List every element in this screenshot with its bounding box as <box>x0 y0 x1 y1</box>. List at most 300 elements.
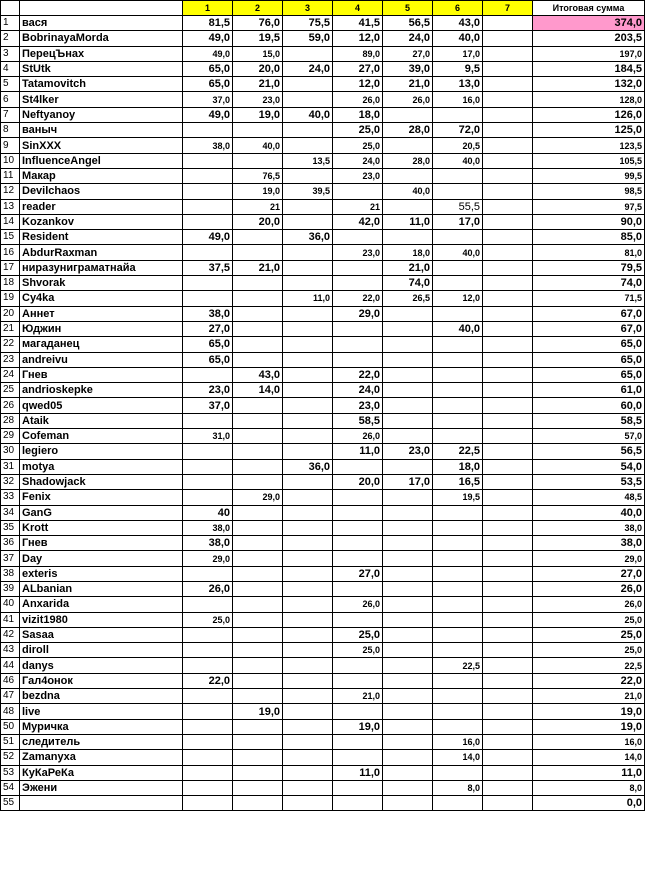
round-4-score-cell[interactable]: 18,0 <box>333 107 383 122</box>
round-1-score-cell[interactable] <box>183 276 233 291</box>
round-2-score-cell[interactable] <box>233 474 283 489</box>
total-score-cell[interactable]: 132,0 <box>533 77 645 92</box>
header-cell-num[interactable] <box>1 1 20 16</box>
round-7-score-cell[interactable] <box>483 490 533 505</box>
round-2-score-cell[interactable]: 14,0 <box>233 383 283 398</box>
round-3-score-cell[interactable] <box>283 581 333 596</box>
round-6-score-cell[interactable]: 43,0 <box>433 16 483 31</box>
round-3-score-cell[interactable] <box>283 520 333 535</box>
round-3-score-cell[interactable] <box>283 260 333 275</box>
round-2-score-cell[interactable]: 20,0 <box>233 214 283 229</box>
round-6-score-cell[interactable] <box>433 367 483 382</box>
round-1-score-cell[interactable] <box>183 658 233 673</box>
round-3-score-cell[interactable] <box>283 214 333 229</box>
round-4-score-cell[interactable] <box>333 673 383 688</box>
round-5-score-cell[interactable] <box>383 490 433 505</box>
round-1-score-cell[interactable]: 22,0 <box>183 673 233 688</box>
round-6-score-cell[interactable] <box>433 168 483 183</box>
player-name-cell[interactable]: следитель <box>20 734 183 749</box>
player-name-cell[interactable]: Аннет <box>20 306 183 321</box>
round-2-score-cell[interactable] <box>233 321 283 336</box>
player-name-cell[interactable]: Resident <box>20 230 183 245</box>
round-3-score-cell[interactable] <box>283 643 333 658</box>
player-name-cell[interactable]: Kozankov <box>20 214 183 229</box>
round-2-score-cell[interactable] <box>233 459 283 474</box>
total-score-cell[interactable]: 85,0 <box>533 230 645 245</box>
round-4-score-cell[interactable] <box>333 581 383 596</box>
total-score-cell[interactable]: 14,0 <box>533 750 645 765</box>
round-5-score-cell[interactable] <box>383 627 433 642</box>
round-5-score-cell[interactable]: 11,0 <box>383 214 433 229</box>
round-4-score-cell[interactable] <box>333 352 383 367</box>
header-cell-name[interactable] <box>20 1 183 16</box>
round-7-score-cell[interactable] <box>483 658 533 673</box>
total-score-cell[interactable]: 65,0 <box>533 337 645 352</box>
round-5-score-cell[interactable]: 27,0 <box>383 46 433 61</box>
round-6-score-cell[interactable] <box>433 536 483 551</box>
row-number[interactable]: 21 <box>1 321 20 336</box>
player-name-cell[interactable]: Tatamovitch <box>20 77 183 92</box>
round-6-score-cell[interactable] <box>433 719 483 734</box>
row-number[interactable]: 5 <box>1 77 20 92</box>
round-1-score-cell[interactable] <box>183 627 233 642</box>
round-6-score-cell[interactable] <box>433 230 483 245</box>
row-number[interactable]: 10 <box>1 153 20 168</box>
row-number[interactable]: 53 <box>1 765 20 780</box>
round-7-score-cell[interactable] <box>483 153 533 168</box>
round-6-score-cell[interactable]: 16,0 <box>433 92 483 107</box>
total-score-cell[interactable]: 48,5 <box>533 490 645 505</box>
round-1-score-cell[interactable] <box>183 689 233 704</box>
round-3-score-cell[interactable] <box>283 77 333 92</box>
round-2-score-cell[interactable] <box>233 689 283 704</box>
round-3-score-cell[interactable] <box>283 383 333 398</box>
total-score-cell[interactable]: 67,0 <box>533 321 645 336</box>
round-1-score-cell[interactable] <box>183 704 233 719</box>
row-number[interactable]: 42 <box>1 627 20 642</box>
round-1-score-cell[interactable]: 37,0 <box>183 92 233 107</box>
round-6-score-cell[interactable] <box>433 306 483 321</box>
round-1-score-cell[interactable]: 25,0 <box>183 612 233 627</box>
round-7-score-cell[interactable] <box>483 383 533 398</box>
total-score-cell[interactable]: 22,0 <box>533 673 645 688</box>
round-4-score-cell[interactable]: 11,0 <box>333 765 383 780</box>
round-7-score-cell[interactable] <box>483 276 533 291</box>
round-1-score-cell[interactable] <box>183 245 233 260</box>
round-6-score-cell[interactable]: 13,0 <box>433 77 483 92</box>
round-6-score-cell[interactable] <box>433 352 483 367</box>
round-5-score-cell[interactable] <box>383 658 433 673</box>
round-2-score-cell[interactable] <box>233 643 283 658</box>
round-4-score-cell[interactable]: 25,0 <box>333 123 383 138</box>
round-6-score-cell[interactable]: 22,5 <box>433 658 483 673</box>
total-score-cell[interactable]: 53,5 <box>533 474 645 489</box>
round-6-score-cell[interactable]: 9,5 <box>433 61 483 76</box>
round-2-score-cell[interactable]: 19,0 <box>233 704 283 719</box>
round-2-score-cell[interactable]: 21,0 <box>233 77 283 92</box>
round-4-score-cell[interactable] <box>333 734 383 749</box>
player-name-cell[interactable]: Fenix <box>20 490 183 505</box>
round-6-score-cell[interactable] <box>433 505 483 520</box>
round-1-score-cell[interactable]: 38,0 <box>183 520 233 535</box>
player-name-cell[interactable]: qwed05 <box>20 398 183 413</box>
player-name-cell[interactable]: ваныч <box>20 123 183 138</box>
round-1-score-cell[interactable]: 31,0 <box>183 429 233 444</box>
total-score-cell[interactable]: 123,5 <box>533 138 645 153</box>
round-7-score-cell[interactable] <box>483 184 533 199</box>
round-7-score-cell[interactable] <box>483 321 533 336</box>
round-3-score-cell[interactable] <box>283 780 333 795</box>
round-6-score-cell[interactable] <box>433 673 483 688</box>
row-number[interactable]: 20 <box>1 306 20 321</box>
round-6-score-cell[interactable] <box>433 413 483 428</box>
player-name-cell[interactable]: Гнев <box>20 536 183 551</box>
row-number[interactable]: 31 <box>1 459 20 474</box>
round-5-score-cell[interactable] <box>383 750 433 765</box>
round-4-score-cell[interactable]: 21 <box>333 199 383 214</box>
round-6-score-cell[interactable] <box>433 551 483 566</box>
player-name-cell[interactable]: ниразуниграматнайа <box>20 260 183 275</box>
round-3-score-cell[interactable]: 40,0 <box>283 107 333 122</box>
round-1-score-cell[interactable]: 65,0 <box>183 61 233 76</box>
round-2-score-cell[interactable] <box>233 505 283 520</box>
round-6-score-cell[interactable] <box>433 107 483 122</box>
round-4-score-cell[interactable]: 25,0 <box>333 627 383 642</box>
round-4-score-cell[interactable]: 22,0 <box>333 367 383 382</box>
round-3-score-cell[interactable] <box>283 321 333 336</box>
total-score-cell[interactable]: 54,0 <box>533 459 645 474</box>
row-number[interactable]: 2 <box>1 31 20 46</box>
row-number[interactable]: 35 <box>1 520 20 535</box>
round-2-score-cell[interactable] <box>233 750 283 765</box>
row-number[interactable]: 29 <box>1 429 20 444</box>
round-3-score-cell[interactable]: 75,5 <box>283 16 333 31</box>
player-name-cell[interactable]: danys <box>20 658 183 673</box>
round-1-score-cell[interactable] <box>183 153 233 168</box>
round-7-score-cell[interactable] <box>483 597 533 612</box>
row-number[interactable]: 43 <box>1 643 20 658</box>
round-7-score-cell[interactable] <box>483 689 533 704</box>
row-number[interactable]: 13 <box>1 199 20 214</box>
total-score-cell[interactable]: 58,5 <box>533 413 645 428</box>
round-7-score-cell[interactable] <box>483 551 533 566</box>
round-6-score-cell[interactable]: 55,5 <box>433 199 483 214</box>
round-5-score-cell[interactable]: 74,0 <box>383 276 433 291</box>
round-6-score-cell[interactable] <box>433 260 483 275</box>
round-4-score-cell[interactable] <box>333 321 383 336</box>
header-round-3[interactable]: 3 <box>283 1 333 16</box>
round-1-score-cell[interactable] <box>183 168 233 183</box>
total-score-cell[interactable]: 19,0 <box>533 704 645 719</box>
player-name-cell[interactable]: andreivu <box>20 352 183 367</box>
round-6-score-cell[interactable]: 8,0 <box>433 780 483 795</box>
player-name-cell[interactable]: bezdna <box>20 689 183 704</box>
row-number[interactable]: 44 <box>1 658 20 673</box>
round-1-score-cell[interactable] <box>183 643 233 658</box>
total-score-cell[interactable]: 29,0 <box>533 551 645 566</box>
round-1-score-cell[interactable]: 38,0 <box>183 306 233 321</box>
round-4-score-cell[interactable]: 26,0 <box>333 429 383 444</box>
round-3-score-cell[interactable] <box>283 245 333 260</box>
total-score-cell[interactable]: 105,5 <box>533 153 645 168</box>
total-score-cell[interactable]: 126,0 <box>533 107 645 122</box>
round-6-score-cell[interactable] <box>433 796 483 811</box>
round-2-score-cell[interactable] <box>233 306 283 321</box>
round-6-score-cell[interactable]: 18,0 <box>433 459 483 474</box>
player-name-cell[interactable]: магаданец <box>20 337 183 352</box>
round-1-score-cell[interactable]: 29,0 <box>183 551 233 566</box>
round-2-score-cell[interactable]: 21 <box>233 199 283 214</box>
header-round-7[interactable]: 7 <box>483 1 533 16</box>
round-4-score-cell[interactable] <box>333 551 383 566</box>
round-6-score-cell[interactable]: 22,5 <box>433 444 483 459</box>
round-7-score-cell[interactable] <box>483 627 533 642</box>
round-6-score-cell[interactable] <box>433 184 483 199</box>
total-score-cell[interactable]: 67,0 <box>533 306 645 321</box>
round-7-score-cell[interactable] <box>483 61 533 76</box>
row-number[interactable]: 3 <box>1 46 20 61</box>
player-name-cell[interactable]: andrioskepke <box>20 383 183 398</box>
round-4-score-cell[interactable] <box>333 780 383 795</box>
total-score-cell[interactable]: 21,0 <box>533 689 645 704</box>
round-4-score-cell[interactable]: 24,0 <box>333 383 383 398</box>
round-1-score-cell[interactable] <box>183 444 233 459</box>
round-4-score-cell[interactable]: 19,0 <box>333 719 383 734</box>
total-score-cell[interactable]: 8,0 <box>533 780 645 795</box>
round-3-score-cell[interactable] <box>283 719 333 734</box>
round-1-score-cell[interactable] <box>183 750 233 765</box>
round-6-score-cell[interactable] <box>433 612 483 627</box>
round-3-score-cell[interactable] <box>283 92 333 107</box>
total-score-cell[interactable]: 90,0 <box>533 214 645 229</box>
round-4-score-cell[interactable] <box>333 459 383 474</box>
row-number[interactable]: 33 <box>1 490 20 505</box>
round-7-score-cell[interactable] <box>483 168 533 183</box>
round-5-score-cell[interactable] <box>383 643 433 658</box>
round-1-score-cell[interactable]: 65,0 <box>183 352 233 367</box>
round-1-score-cell[interactable] <box>183 123 233 138</box>
round-3-score-cell[interactable] <box>283 627 333 642</box>
row-number[interactable]: 8 <box>1 123 20 138</box>
round-1-score-cell[interactable]: 38,0 <box>183 138 233 153</box>
round-1-score-cell[interactable] <box>183 597 233 612</box>
round-3-score-cell[interactable] <box>283 337 333 352</box>
round-7-score-cell[interactable] <box>483 643 533 658</box>
round-2-score-cell[interactable] <box>233 796 283 811</box>
round-4-score-cell[interactable]: 25,0 <box>333 138 383 153</box>
round-6-score-cell[interactable] <box>433 765 483 780</box>
round-4-score-cell[interactable]: 41,5 <box>333 16 383 31</box>
row-number[interactable]: 24 <box>1 367 20 382</box>
player-name-cell[interactable]: Sasaa <box>20 627 183 642</box>
round-5-score-cell[interactable] <box>383 734 433 749</box>
round-4-score-cell[interactable]: 24,0 <box>333 153 383 168</box>
round-5-score-cell[interactable] <box>383 352 433 367</box>
round-7-score-cell[interactable] <box>483 92 533 107</box>
total-score-cell[interactable]: 79,5 <box>533 260 645 275</box>
round-5-score-cell[interactable] <box>383 398 433 413</box>
round-1-score-cell[interactable]: 23,0 <box>183 383 233 398</box>
player-name-cell[interactable]: Юджин <box>20 321 183 336</box>
round-6-score-cell[interactable] <box>433 337 483 352</box>
round-6-score-cell[interactable]: 16,5 <box>433 474 483 489</box>
round-7-score-cell[interactable] <box>483 734 533 749</box>
round-1-score-cell[interactable] <box>183 765 233 780</box>
total-score-cell[interactable]: 97,5 <box>533 199 645 214</box>
round-6-score-cell[interactable]: 19,5 <box>433 490 483 505</box>
round-3-score-cell[interactable] <box>283 168 333 183</box>
round-2-score-cell[interactable] <box>233 230 283 245</box>
row-number[interactable]: 50 <box>1 719 20 734</box>
round-3-score-cell[interactable] <box>283 658 333 673</box>
total-score-cell[interactable]: 74,0 <box>533 276 645 291</box>
round-2-score-cell[interactable] <box>233 627 283 642</box>
round-7-score-cell[interactable] <box>483 750 533 765</box>
round-4-score-cell[interactable]: 22,0 <box>333 291 383 306</box>
round-2-score-cell[interactable] <box>233 352 283 367</box>
round-3-score-cell[interactable] <box>283 765 333 780</box>
round-5-score-cell[interactable]: 26,5 <box>383 291 433 306</box>
round-3-score-cell[interactable] <box>283 551 333 566</box>
row-number[interactable]: 19 <box>1 291 20 306</box>
row-number[interactable]: 40 <box>1 597 20 612</box>
round-1-score-cell[interactable]: 65,0 <box>183 337 233 352</box>
round-1-score-cell[interactable] <box>183 719 233 734</box>
total-score-cell[interactable]: 38,0 <box>533 536 645 551</box>
player-name-cell[interactable]: exteris <box>20 566 183 581</box>
round-2-score-cell[interactable]: 19,0 <box>233 184 283 199</box>
round-1-score-cell[interactable] <box>183 214 233 229</box>
total-score-cell[interactable]: 65,0 <box>533 352 645 367</box>
round-3-score-cell[interactable] <box>283 474 333 489</box>
round-7-score-cell[interactable] <box>483 306 533 321</box>
player-name-cell[interactable]: Ataik <box>20 413 183 428</box>
round-1-score-cell[interactable]: 27,0 <box>183 321 233 336</box>
round-3-score-cell[interactable] <box>283 536 333 551</box>
player-name-cell[interactable]: ПерецЪнах <box>20 46 183 61</box>
round-2-score-cell[interactable] <box>233 337 283 352</box>
row-number[interactable]: 25 <box>1 383 20 398</box>
round-6-score-cell[interactable] <box>433 429 483 444</box>
round-5-score-cell[interactable] <box>383 459 433 474</box>
round-3-score-cell[interactable] <box>283 123 333 138</box>
round-4-score-cell[interactable] <box>333 276 383 291</box>
row-number[interactable]: 34 <box>1 505 20 520</box>
round-2-score-cell[interactable] <box>233 398 283 413</box>
round-7-score-cell[interactable] <box>483 780 533 795</box>
row-number[interactable]: 4 <box>1 61 20 76</box>
round-2-score-cell[interactable]: 76,5 <box>233 168 283 183</box>
round-7-score-cell[interactable] <box>483 765 533 780</box>
round-4-score-cell[interactable] <box>333 337 383 352</box>
row-number[interactable]: 39 <box>1 581 20 596</box>
round-6-score-cell[interactable]: 40,0 <box>433 321 483 336</box>
player-name-cell[interactable]: Zamanyxa <box>20 750 183 765</box>
total-score-cell[interactable]: 16,0 <box>533 734 645 749</box>
row-number[interactable]: 52 <box>1 750 20 765</box>
round-2-score-cell[interactable] <box>233 536 283 551</box>
round-5-score-cell[interactable] <box>383 551 433 566</box>
total-score-cell[interactable]: 22,5 <box>533 658 645 673</box>
round-4-score-cell[interactable] <box>333 260 383 275</box>
round-4-score-cell[interactable] <box>333 612 383 627</box>
round-6-score-cell[interactable]: 40,0 <box>433 153 483 168</box>
round-4-score-cell[interactable] <box>333 520 383 535</box>
round-5-score-cell[interactable]: 40,0 <box>383 184 433 199</box>
round-2-score-cell[interactable] <box>233 612 283 627</box>
round-1-score-cell[interactable] <box>183 566 233 581</box>
round-2-score-cell[interactable]: 19,5 <box>233 31 283 46</box>
row-number[interactable]: 17 <box>1 260 20 275</box>
round-2-score-cell[interactable] <box>233 245 283 260</box>
round-7-score-cell[interactable] <box>483 214 533 229</box>
player-name-cell[interactable]: Су4ka <box>20 291 183 306</box>
round-5-score-cell[interactable] <box>383 306 433 321</box>
round-1-score-cell[interactable] <box>183 474 233 489</box>
round-5-score-cell[interactable]: 28,0 <box>383 123 433 138</box>
round-1-score-cell[interactable]: 38,0 <box>183 536 233 551</box>
total-score-cell[interactable]: 56,5 <box>533 444 645 459</box>
total-score-cell[interactable]: 125,0 <box>533 123 645 138</box>
round-7-score-cell[interactable] <box>483 719 533 734</box>
round-5-score-cell[interactable] <box>383 199 433 214</box>
round-3-score-cell[interactable] <box>283 413 333 428</box>
round-4-score-cell[interactable] <box>333 505 383 520</box>
round-4-score-cell[interactable]: 26,0 <box>333 92 383 107</box>
round-5-score-cell[interactable]: 56,5 <box>383 16 433 31</box>
round-6-score-cell[interactable] <box>433 704 483 719</box>
round-4-score-cell[interactable]: 23,0 <box>333 245 383 260</box>
round-7-score-cell[interactable] <box>483 123 533 138</box>
round-2-score-cell[interactable]: 20,0 <box>233 61 283 76</box>
round-3-score-cell[interactable]: 39,5 <box>283 184 333 199</box>
round-2-score-cell[interactable] <box>233 566 283 581</box>
player-name-cell[interactable]: legiero <box>20 444 183 459</box>
row-number[interactable]: 15 <box>1 230 20 245</box>
round-2-score-cell[interactable] <box>233 734 283 749</box>
row-number[interactable]: 12 <box>1 184 20 199</box>
row-number[interactable]: 47 <box>1 689 20 704</box>
total-score-cell[interactable]: 81,0 <box>533 245 645 260</box>
round-3-score-cell[interactable] <box>283 612 333 627</box>
total-score-cell[interactable]: 98,5 <box>533 184 645 199</box>
round-4-score-cell[interactable]: 12,0 <box>333 31 383 46</box>
round-4-score-cell[interactable]: 25,0 <box>333 643 383 658</box>
header-round-1[interactable]: 1 <box>183 1 233 16</box>
round-5-score-cell[interactable] <box>383 719 433 734</box>
round-7-score-cell[interactable] <box>483 536 533 551</box>
round-4-score-cell[interactable]: 23,0 <box>333 398 383 413</box>
round-3-score-cell[interactable]: 36,0 <box>283 459 333 474</box>
round-5-score-cell[interactable] <box>383 107 433 122</box>
player-name-cell[interactable]: live <box>20 704 183 719</box>
round-6-score-cell[interactable] <box>433 689 483 704</box>
round-5-score-cell[interactable] <box>383 597 433 612</box>
round-4-score-cell[interactable]: 26,0 <box>333 597 383 612</box>
row-number[interactable]: 14 <box>1 214 20 229</box>
player-name-cell[interactable]: Neftyanoy <box>20 107 183 122</box>
round-7-score-cell[interactable] <box>483 612 533 627</box>
player-name-cell[interactable]: StUtk <box>20 61 183 76</box>
round-1-score-cell[interactable]: 49,0 <box>183 46 233 61</box>
player-name-cell[interactable]: InfluenceAngel <box>20 153 183 168</box>
round-6-score-cell[interactable] <box>433 643 483 658</box>
round-3-score-cell[interactable] <box>283 367 333 382</box>
round-3-score-cell[interactable] <box>283 429 333 444</box>
round-2-score-cell[interactable]: 29,0 <box>233 490 283 505</box>
total-score-cell[interactable]: 26,0 <box>533 581 645 596</box>
round-5-score-cell[interactable] <box>383 612 433 627</box>
